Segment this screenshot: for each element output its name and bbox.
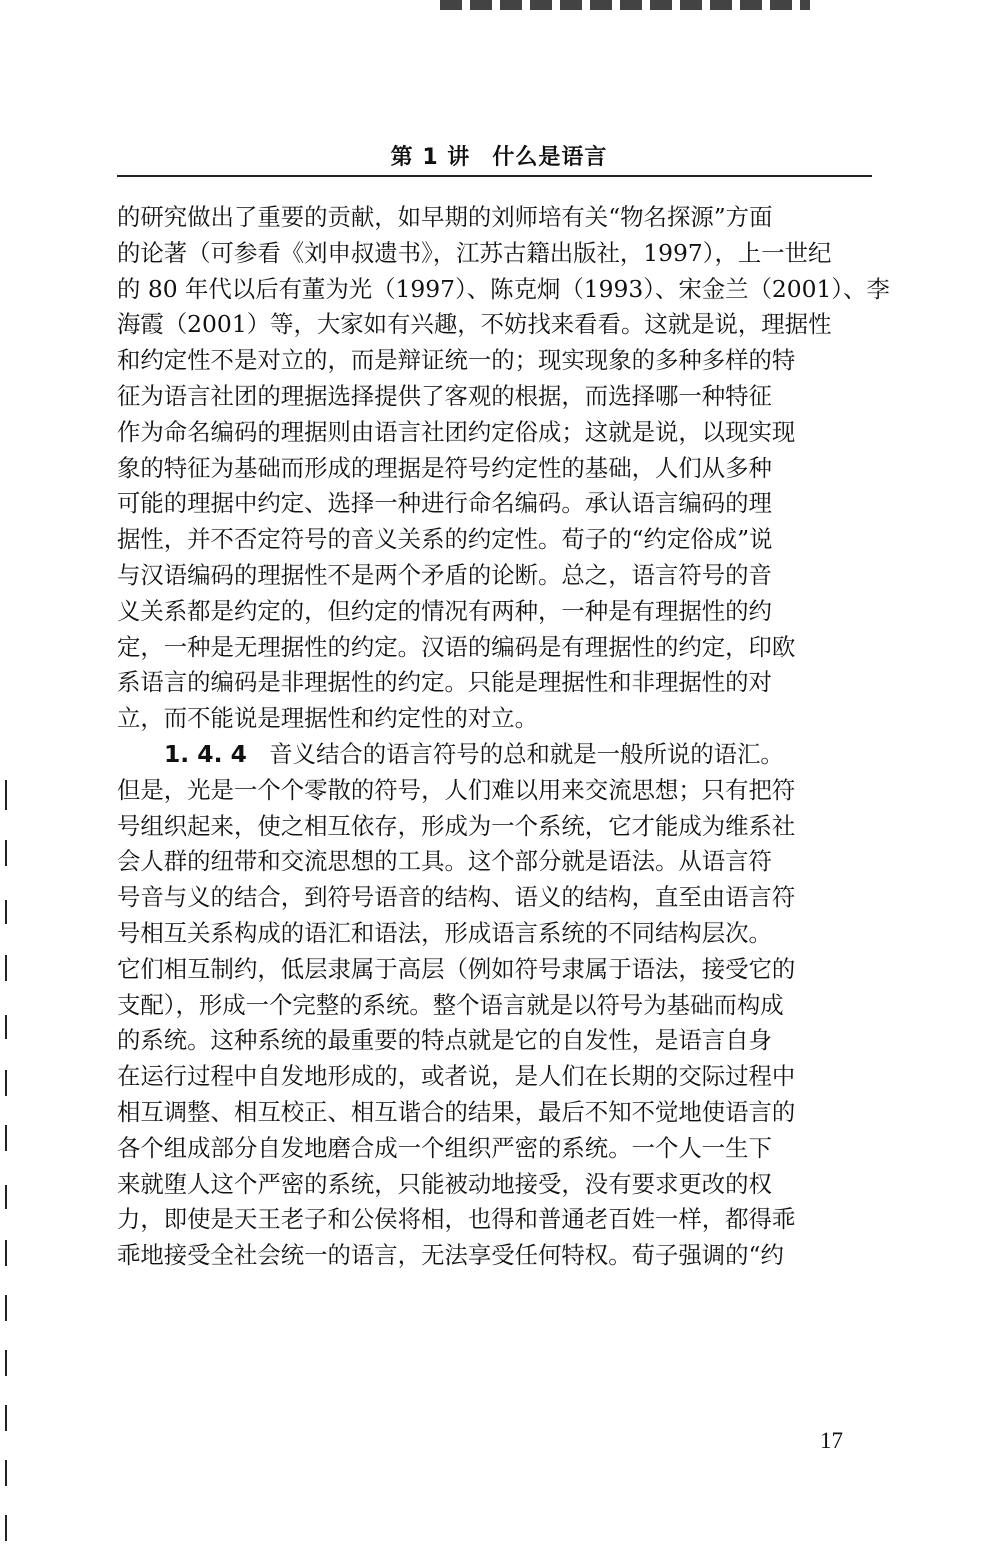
text-line: 征为语言社团的理据选择提供了客观的根据，而选择哪一种特征 [117, 381, 772, 410]
section-first-line [117, 737, 872, 773]
binding-mark [5, 1405, 7, 1431]
running-header [0, 140, 998, 171]
page-number: 17 [820, 1428, 843, 1453]
text-line: 与汉语编码的理据性不是两个矛盾的论断。总之，语言符号的音 [117, 560, 772, 589]
text-line: 号组织起来，使之相互依存，形成为一个系统，它才能成为维系社 [117, 811, 796, 840]
text-line: 立，而不能说是理据性和约定性的对立。 [117, 704, 539, 733]
text-line: 和约定性不是对立的，而是辩证统一的；现实现象的多种多样的特 [117, 346, 796, 375]
text-line: 据性，并不否定符号的音义关系的约定性。荀子的“约定俗成”说 [117, 525, 773, 554]
text-line: 的系统。这种系统的最重要的特点就是它的自发性，是语言自身 [117, 1026, 772, 1055]
text-line: 象的特征为基础而形成的理据是符号约定性的基础，人们从多种 [117, 453, 772, 482]
header-rule [117, 175, 872, 177]
text-line: 可能的理据中约定、选择一种进行命名编码。承认语言编码的理 [117, 489, 772, 518]
text-line: 作为命名编码的理据则由语言社团约定俗成；这就是说，以现实现 [117, 417, 796, 446]
text-line: 但是，光是一个个零散的符号，人们难以用来交流思想；只有把符 [117, 775, 796, 804]
text-line: 支配），形成一个完整的系统。整个语言就是以符号为基础而构成 [117, 990, 784, 1019]
text-line: 力，即使是天王老子和公侯将相，也得和普通老百姓一样，都得乖 [117, 1205, 796, 1234]
text-line: 号音与义的结合，到符号语音的结构、语义的结构，直至由语言符 [117, 883, 796, 912]
text-line: 来就堕人这个严密的系统，只能被动地接受，没有要求更改的权 [117, 1169, 772, 1198]
section-number: 1. 4. 4 [164, 739, 247, 768]
text-line: 义关系都是约定的，但约定的情况有两种，一种是有理据性的约 [117, 596, 772, 625]
binding-mark [5, 1515, 7, 1541]
text-line: 它们相互制约，低层隶属于高层（例如符号隶属于语法，接受它的 [117, 954, 796, 983]
binding-mark [5, 1460, 7, 1486]
binding-mark [5, 840, 7, 866]
binding-mark [5, 1240, 7, 1266]
body-text [117, 200, 890, 1274]
text-line: 相互调整、相互校正、相互谐合的结果，最后不知不觉地使语言的 [117, 1097, 796, 1126]
header-lecture: 第 1 讲 [390, 145, 471, 170]
binding-mark [5, 1015, 7, 1039]
binding-mark [5, 1350, 7, 1376]
binding-mark [5, 780, 7, 810]
binding-mark [5, 1185, 7, 1209]
binding-mark [5, 1125, 7, 1151]
binding-mark [5, 955, 7, 981]
text-line: 乖地接受全社会统一的语言，无法享受任何特权。荀子强调的“约 [117, 1241, 784, 1270]
scan-edge-artifact [440, 0, 810, 10]
section-first-text: 音义结合的语言符号的总和就是一般所说的语汇。 [269, 739, 784, 768]
text-line: 系语言的编码是非理据性的约定。只能是理据性和非理据性的对 [117, 668, 772, 697]
text-line: 会人群的纽带和交流思想的工具。这个部分就是语法。从语言符 [117, 847, 772, 876]
binding-mark [5, 1070, 7, 1096]
header-title: 什么是语言 [492, 145, 608, 170]
binding-mark [5, 900, 7, 924]
text-line: 的研究做出了重要的贡献，如早期的刘师培有关“物名探源”方面 [117, 203, 773, 231]
binding-mark [5, 1295, 7, 1321]
text-line: 在运行过程中自发地形成的，或者说，是人们在长期的交际过程中 [117, 1062, 796, 1091]
text-line: 的 80 年代以后有董为光（1997）、陈克炯（1993）、宋金兰（2001）、李 [117, 274, 890, 303]
text-line: 号相互关系构成的语汇和语法，形成语言系统的不同结构层次。 [117, 918, 772, 947]
text-line: 的论著（可参看《刘申叔遗书》，江苏古籍出版社，1997），上一世纪 [117, 238, 832, 267]
text-line: 定，一种是无理据性的约定。汉语的编码是有理据性的约定，印欧 [117, 632, 796, 661]
text-line: 海霞（2001）等，大家如有兴趣，不妨找来看看。这就是说，理据性 [117, 310, 832, 339]
text-line: 各个组成部分自发地磨合成一个组织严密的系统。一个人一生下 [117, 1133, 772, 1162]
